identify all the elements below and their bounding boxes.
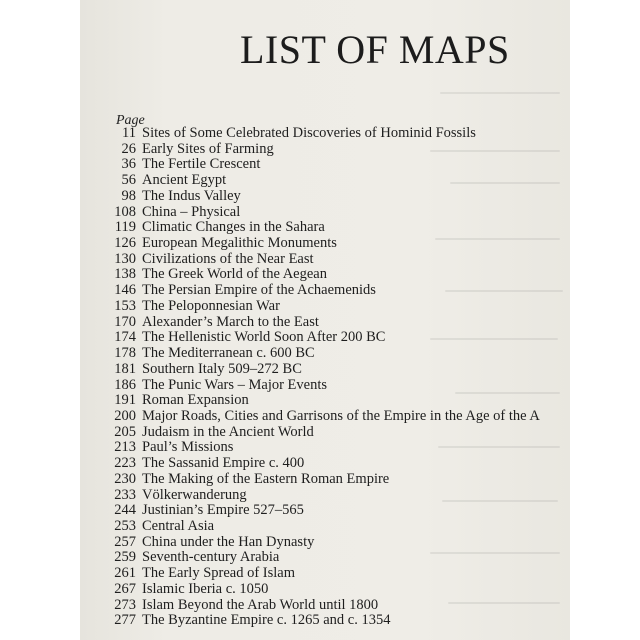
map-entry bbox=[80, 456, 540, 472]
map-title: The Mediterranean c. 600 BC bbox=[142, 345, 315, 362]
map-entry bbox=[80, 503, 540, 519]
map-title: Islamic Iberia c. 1050 bbox=[142, 580, 269, 597]
map-title: The Greek World of the Aegean bbox=[142, 266, 327, 283]
map-title: European Megalithic Monuments bbox=[142, 235, 337, 252]
map-title: Seventh-century Arabia bbox=[142, 549, 280, 566]
map-title: China – Physical bbox=[142, 203, 241, 220]
map-entry bbox=[80, 236, 540, 252]
map-entry bbox=[80, 252, 540, 268]
map-page-number: 259 bbox=[114, 549, 136, 566]
map-entry bbox=[80, 488, 540, 504]
map-entry bbox=[80, 566, 540, 582]
map-title: Central Asia bbox=[142, 517, 215, 534]
book-page bbox=[80, 0, 570, 640]
map-title: The Hellenistic World Soon After 200 BC bbox=[142, 329, 386, 346]
map-page-number: 126 bbox=[114, 235, 136, 252]
map-title: Early Sites of Farming bbox=[142, 140, 274, 157]
map-entry bbox=[80, 173, 540, 189]
map-title: Major Roads, Cities and Garrisons of the Empire in the Age of the A bbox=[142, 407, 540, 424]
map-entry bbox=[80, 535, 540, 551]
map-title: Roman Expansion bbox=[142, 392, 249, 409]
map-page-number: 178 bbox=[114, 345, 136, 362]
map-entry bbox=[80, 267, 540, 283]
page-column-label: Page bbox=[116, 113, 145, 128]
map-entry bbox=[80, 378, 540, 394]
map-title: Southern Italy 509–272 BC bbox=[142, 360, 302, 377]
map-title: China under the Han Dynasty bbox=[142, 533, 315, 550]
map-entry bbox=[80, 283, 540, 299]
map-title: The Persian Empire of the Achaemenids bbox=[142, 282, 376, 299]
map-entry bbox=[80, 519, 540, 535]
map-entry bbox=[80, 598, 540, 614]
map-title: Sites of Some Celebrated Discoveries of Hominid Fossils bbox=[142, 125, 476, 141]
map-entry bbox=[80, 409, 540, 425]
map-title: The Making of the Eastern Roman Empire bbox=[142, 470, 390, 487]
map-entry bbox=[80, 582, 540, 598]
map-entry bbox=[80, 189, 540, 205]
map-entry bbox=[80, 440, 540, 456]
map-page-number: 253 bbox=[114, 517, 136, 534]
map-entry bbox=[80, 205, 540, 221]
map-list bbox=[80, 126, 540, 629]
map-page-number: 98 bbox=[121, 187, 136, 204]
map-page-number: 11 bbox=[122, 125, 136, 141]
map-page-number: 119 bbox=[114, 219, 136, 236]
map-title: The Early Spread of Islam bbox=[142, 565, 296, 582]
map-page-number: 233 bbox=[114, 486, 136, 503]
map-entry bbox=[80, 157, 540, 173]
map-page-number: 153 bbox=[114, 297, 136, 314]
map-page-number: 244 bbox=[114, 502, 136, 519]
map-page-number: 138 bbox=[114, 266, 136, 283]
map-page-number: 56 bbox=[121, 172, 136, 189]
map-page-number: 186 bbox=[114, 376, 136, 393]
map-page-number: 277 bbox=[114, 612, 136, 629]
map-entry bbox=[80, 142, 540, 158]
map-page-number: 213 bbox=[114, 439, 136, 456]
map-entry bbox=[80, 220, 540, 236]
map-title: Climatic Changes in the Sahara bbox=[142, 219, 325, 236]
map-page-number: 223 bbox=[114, 455, 136, 472]
page-title: LIST OF MAPS bbox=[240, 27, 510, 72]
map-title: Judaism in the Ancient World bbox=[142, 423, 314, 440]
map-page-number: 261 bbox=[114, 565, 136, 582]
map-title: Islam Beyond the Arab World until 1800 bbox=[142, 596, 379, 613]
map-page-number: 130 bbox=[114, 250, 136, 267]
map-entry bbox=[80, 550, 540, 566]
map-title: The Fertile Crescent bbox=[142, 156, 261, 173]
map-page-number: 108 bbox=[114, 203, 136, 220]
map-title: The Punic Wars – Major Events bbox=[142, 376, 328, 393]
map-title: The Sassanid Empire c. 400 bbox=[142, 455, 305, 472]
map-page-number: 191 bbox=[114, 392, 136, 409]
map-entry bbox=[80, 425, 540, 441]
map-entry bbox=[80, 393, 540, 409]
map-page-number: 273 bbox=[114, 596, 136, 613]
map-page-number: 257 bbox=[114, 533, 136, 550]
map-entry bbox=[80, 330, 540, 346]
map-entry bbox=[80, 472, 540, 488]
map-page-number: 181 bbox=[114, 360, 136, 377]
map-entry bbox=[80, 315, 540, 331]
map-entry bbox=[80, 299, 540, 315]
map-page-number: 267 bbox=[114, 580, 136, 597]
map-page-number: 174 bbox=[114, 329, 136, 346]
map-page-number: 230 bbox=[114, 470, 136, 487]
map-entry bbox=[80, 346, 540, 362]
map-entry bbox=[80, 126, 540, 142]
map-page-number: 200 bbox=[114, 407, 136, 424]
map-page-number: 36 bbox=[121, 156, 136, 173]
map-title: The Peloponnesian War bbox=[142, 297, 280, 314]
map-title: Justinian’s Empire 527–565 bbox=[142, 502, 304, 519]
map-title: Alexander’s March to the East bbox=[142, 313, 319, 330]
map-title: The Byzantine Empire c. 1265 and c. 1354 bbox=[142, 612, 391, 629]
map-title: Civilizations of the Near East bbox=[142, 250, 314, 267]
map-title: Völkerwanderung bbox=[142, 486, 247, 503]
map-page-number: 170 bbox=[114, 313, 136, 330]
map-entry bbox=[80, 613, 540, 629]
map-entry bbox=[80, 362, 540, 378]
map-title: Paul’s Missions bbox=[142, 439, 234, 456]
map-page-number: 146 bbox=[114, 282, 136, 299]
map-title: The Indus Valley bbox=[142, 187, 241, 204]
map-title: Ancient Egypt bbox=[142, 172, 227, 189]
map-page-number: 26 bbox=[121, 140, 136, 157]
map-page-number: 205 bbox=[114, 423, 136, 440]
